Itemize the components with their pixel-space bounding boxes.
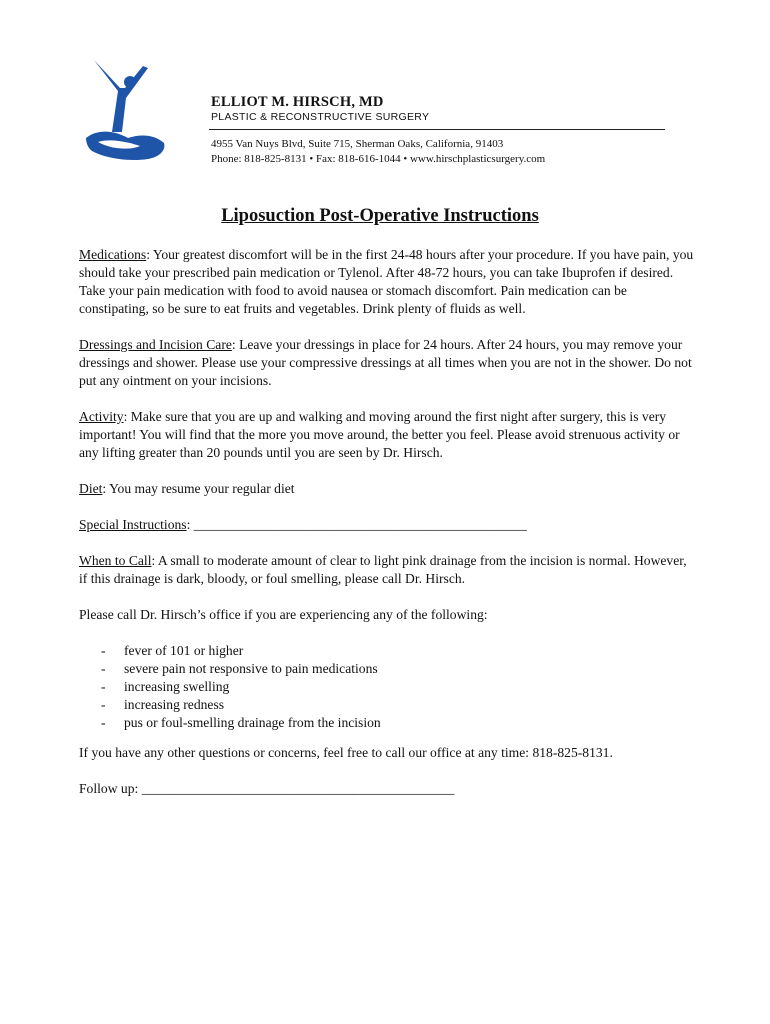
doctor-name: ELLIOT M. HIRSCH, MD: [211, 94, 384, 110]
medications-section: [79, 246, 694, 318]
diet-section: [79, 480, 694, 498]
medications-text: : Your greatest discomfort will be in the first 24-48 hours after your procedure. If you have pain, you should take your prescribed pain medication or Tylenol. After 48-72 hours, you can take Ibuprofen if desired. Take your pain medication with food to avoid nausea or stomach discomfort. Pain medication can be constipating, so be sure to eat fruits and vegetables. Drink plenty of fluids as well.: [79, 247, 694, 316]
closing-text: If you have any other questions or concerns, feel free to call our office at any time: 818-825-8131.: [79, 745, 613, 760]
list-item-text: increasing redness: [124, 697, 225, 712]
list-item: [79, 714, 694, 732]
dressings-heading: Dressings and Incision Care: [79, 337, 232, 352]
when-to-call-section: [79, 552, 694, 588]
list-item: [79, 642, 694, 660]
when-to-call-heading: When to Call: [79, 553, 152, 568]
instructions-body: [79, 246, 694, 816]
follow-up-line: Follow up: ______________________________________________: [79, 781, 455, 796]
clinic-contact: Phone: 818-825-8131 • Fax: 818-616-1044 • www.hirschplasticsurgery.com: [211, 153, 546, 165]
list-item-text: severe pain not responsive to pain medications: [124, 661, 378, 676]
symptom-list: [79, 642, 694, 732]
bullet-dash: -: [101, 661, 106, 676]
list-item: [79, 696, 694, 714]
clinic-address: 4955 Van Nuys Blvd, Suite 715, Sherman Oaks, California, 91403: [211, 138, 504, 150]
bullet-dash: -: [101, 715, 106, 730]
when-to-call-text: : A small to moderate amount of clear to light pink drainage from the incision is normal. However, if this drainage is dark, bloody, or foul smelling, please call Dr. Hirsch.: [79, 553, 687, 586]
list-item: [79, 660, 694, 678]
call-intro: Please call Dr. Hirsch’s office if you are experiencing any of the following:: [79, 607, 488, 622]
dressings-section: [79, 336, 694, 390]
clinic-logo: [84, 58, 174, 166]
special-instructions-blank: : _________________________________________________: [186, 517, 527, 532]
dressings-text: : Leave your dressings in place for 24 hours. After 24 hours, you may remove your dressings and shower. Please use your compressive dressings at all times when you are not in the shower. Do not put any ointment on your incisions.: [79, 337, 692, 388]
medications-heading: Medications: [79, 247, 147, 262]
activity-heading: Activity: [79, 409, 124, 424]
list-item-text: increasing swelling: [124, 679, 230, 694]
special-instructions-heading: Special Instructions: [79, 517, 187, 532]
activity-text: : Make sure that you are up and walking and moving around the first night after surgery, this is very important! You will find that the more you move around, the better you feel. Please avoid strenuous activity or any lifting greater than 20 pounds until you are seen by Dr. Hirsch.: [79, 409, 680, 460]
activity-section: [79, 408, 694, 462]
specialty: PLASTIC & RECONSTRUCTIVE SURGERY: [211, 111, 430, 123]
bullet-dash: -: [101, 643, 106, 658]
list-item: [79, 678, 694, 696]
bullet-dash: -: [101, 679, 106, 694]
header-divider: [209, 129, 665, 130]
list-item-text: pus or foul-smelling drainage from the incision: [124, 715, 381, 730]
bullet-dash: -: [101, 697, 106, 712]
document-title: Liposuction Post-Operative Instructions: [221, 206, 539, 226]
diet-heading: Diet: [79, 481, 103, 496]
special-instructions-section: [79, 516, 694, 534]
list-item-text: fever of 101 or higher: [124, 643, 244, 658]
diet-text: : You may resume your regular diet: [102, 481, 295, 496]
